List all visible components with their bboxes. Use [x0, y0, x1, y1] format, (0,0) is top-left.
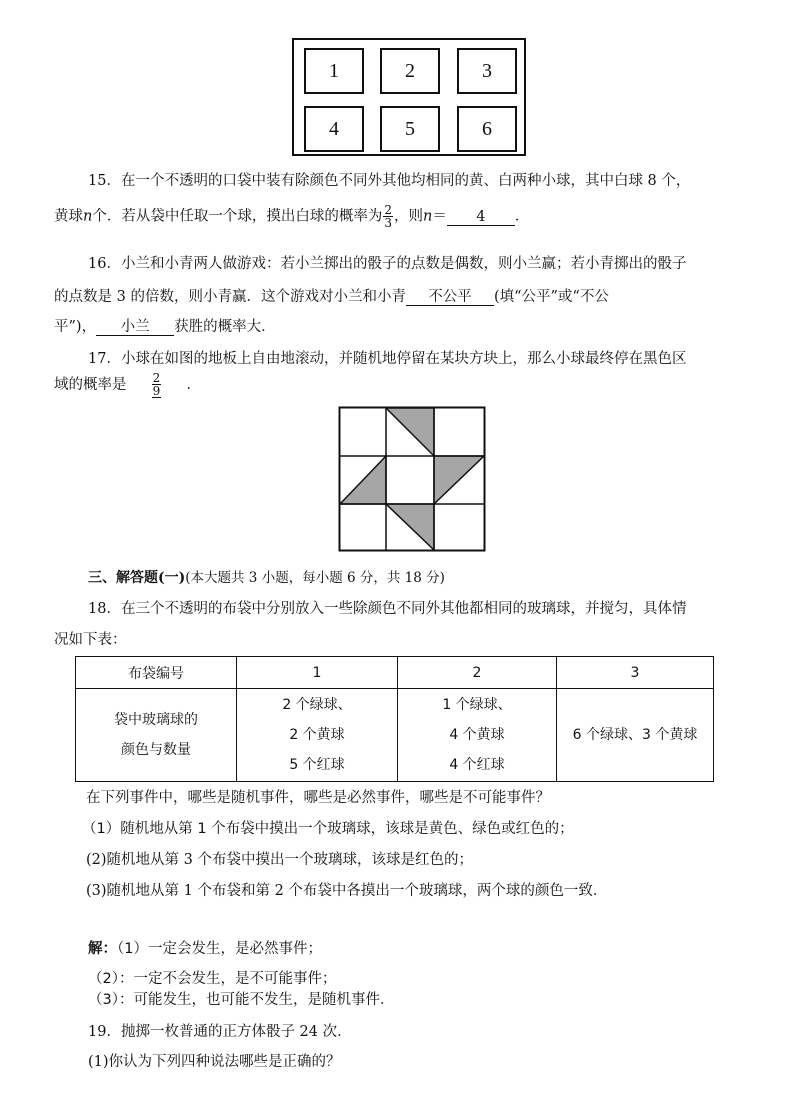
table-header-cell: 2 [398, 657, 557, 689]
q16-answer-blank-2: 小兰 [96, 319, 174, 336]
q16-line3 [54, 315, 276, 336]
table-header-cell: 3 [557, 657, 714, 689]
q15-variable-n2: n [422, 208, 433, 225]
floor-grid-figure [338, 406, 486, 552]
q16-text-a: 的点数是 3 的倍数，则小青赢．这个游戏对小兰和小青 [54, 289, 406, 305]
fraction-denominator: 9 [152, 384, 161, 398]
q18-solution-2: （2）：一定不会发生，是不可能事件； [88, 971, 337, 987]
q15-text-c: ，则 [393, 208, 423, 225]
q18-question: 在下列事件中，哪些是随机事件，哪些是必然事件，哪些是不可能事件？ [86, 790, 550, 806]
q19-line2: (1)你认为下列四种说法哪些是正确的？ [88, 1054, 341, 1070]
table-cell-line: 1 个绿球、 [442, 697, 512, 713]
q16-line2 [54, 285, 609, 306]
q17-end: ． [186, 377, 201, 393]
q18-item-1: （1）随机地从第 1 个布袋中摸出一个玻璃球，该球是黄色、绿色或红色的； [82, 821, 574, 837]
q15-equals: ＝ [432, 208, 447, 225]
q15-line1: 15．在一个不透明的口袋中装有除颜色不同外其他均相同的黄、白两种小球，其中白球 8 个， [88, 173, 691, 189]
q15-text-b: 个．若从袋中任取一个球，摸出白球的概率为 [92, 208, 383, 225]
bags-table [75, 656, 714, 782]
section-heading [88, 566, 445, 587]
q15-fraction [383, 204, 393, 229]
q15-variable-n: n [83, 208, 93, 225]
table-header-cell: 1 [237, 657, 398, 689]
table-cell-line: 6 个绿球、3 个黄球 [572, 727, 698, 743]
solution-text: （1）一定会发生，是必然事件； [117, 941, 322, 957]
q15-line2 [54, 204, 529, 229]
number-card: 1 [304, 48, 364, 94]
fraction-numerator: 2 [384, 203, 392, 217]
number-card: 2 [380, 48, 440, 94]
table-cell-line: 4 个红球 [449, 757, 505, 773]
table-cell-line: 2 个黄球 [289, 727, 345, 743]
table-row [76, 689, 714, 782]
number-card: 4 [304, 106, 364, 152]
q15-end: ． [514, 208, 530, 225]
table-header-cell: 布袋编号 [76, 657, 237, 689]
q15-answer-blank: 4 [447, 209, 515, 226]
q16-text-d: 获胜的概率大． [174, 319, 276, 335]
fraction-denominator: 3 [384, 216, 392, 230]
shaded-triangle [340, 456, 386, 504]
q18-line1: 18．在三个不透明的布袋中分别放入一些除颜色不同外其他都相同的玻璃球，并搅匀，具体情 [88, 601, 687, 617]
q16-text-c: 平”)， [54, 319, 97, 335]
table-cell-bag1 [237, 689, 398, 782]
shaded-triangle [386, 408, 434, 456]
table-cell-line: 5 个红球 [289, 757, 345, 773]
q18-solution-3: （3）：可能发生，也可能不发生，是随机事件． [88, 992, 395, 1008]
q17-text-a: 域的概率是 [54, 377, 127, 393]
section-title: 三、解答题(一) [88, 570, 186, 586]
q15-text-a: 黄球 [54, 208, 83, 225]
q18-item-3: (3)随机地从第 1 个布袋和第 2 个布袋中各摸出一个玻璃球，两个球的颜色一致． [86, 883, 608, 899]
solution-label: 解： [88, 941, 117, 957]
q18-item-2: (2)随机地从第 3 个布袋中摸出一个玻璃球，该球是红色的； [86, 852, 473, 868]
table-header-row [76, 657, 714, 689]
table-cell-line: 颜色与数量 [121, 742, 191, 758]
q16-text-b: (填“公平”或“不公 [493, 289, 609, 305]
table-row-label [76, 689, 237, 782]
number-card: 6 [457, 106, 517, 152]
number-cards-figure [292, 38, 526, 156]
q17-line1: 17．小球在如图的地板上自由地滚动，并随机地停留在某块方块上，那么小球最终停在黑色区 [88, 351, 687, 367]
q18-solution-1 [88, 937, 322, 958]
shaded-triangle [434, 456, 484, 504]
number-card: 3 [457, 48, 517, 94]
table-cell-line: 2 个绿球、 [282, 697, 352, 713]
q16-answer-blank-1: 不公平 [406, 289, 494, 306]
table-cell-line: 袋中玻璃球的 [114, 712, 198, 728]
fraction-numerator: 2 [152, 371, 161, 385]
shaded-triangle [386, 504, 434, 550]
section-note: (本大题共 3 小题，每小题 6 分，共 18 分) [185, 570, 445, 586]
q17-line2 [54, 372, 201, 398]
table-cell-bag3 [557, 689, 714, 782]
q16-line1: 16．小兰和小青两人做游戏：若小兰掷出的骰子的点数是偶数，则小兰赢；若小青掷出的骰子 [88, 256, 687, 272]
table-cell-line: 4 个黄球 [449, 727, 505, 743]
number-card: 5 [380, 106, 440, 152]
q17-fraction [152, 372, 162, 398]
q18-line2: 况如下表： [54, 632, 127, 648]
q19-line1: 19．抛掷一枚普通的正方体骰子 24 次． [88, 1024, 352, 1040]
q17-answer-blank [127, 372, 187, 398]
table-cell-bag2 [398, 689, 557, 782]
